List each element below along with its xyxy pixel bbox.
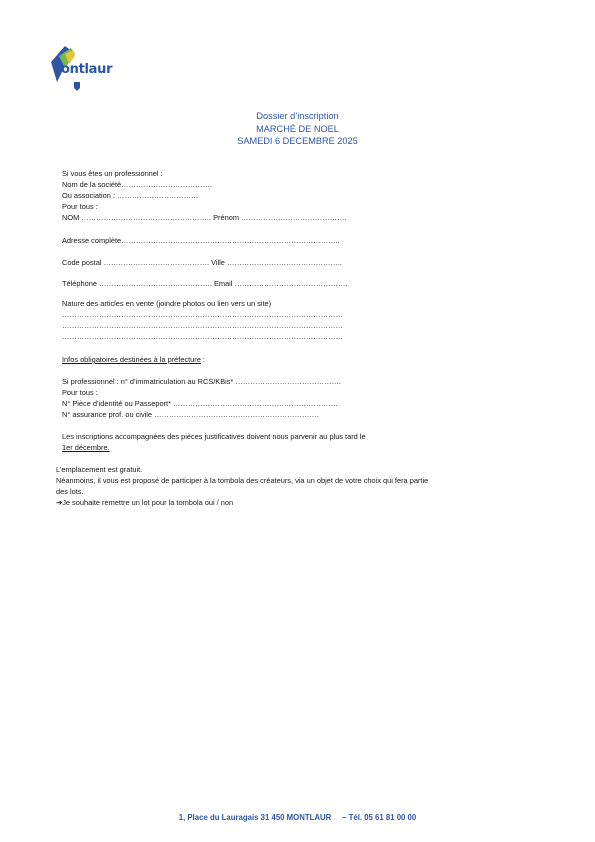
nature-label: Nature des articles en vente (joindre photos ou lien vers un site) [62, 299, 272, 308]
free-location-note: L’emplacement est gratuit. [56, 465, 143, 474]
address-field: Adresse complète…………………………………………………………………………….. [62, 236, 340, 245]
logo-text: ontlaur [61, 62, 113, 77]
for-all-label: Pour tous : [62, 388, 98, 397]
nature-dots-line: …………………………………………………………………………………………………… [62, 321, 343, 330]
pro-intro: Si vous êtes un professionnel : [62, 169, 163, 178]
company-field: Nom de la société………………………………. [62, 180, 212, 189]
postal-city-field: Code postal ……………………………………. Ville ……………………………………….. [62, 258, 342, 267]
tombola-choice [56, 498, 233, 508]
for-all-label: Pour tous : [62, 202, 98, 211]
tombola-note-cont: des lots. [56, 487, 84, 496]
tombola-choice-text: Je souhaite remettre un lot pour la tombola oui / non [62, 498, 234, 507]
prefecture-heading [62, 355, 205, 365]
montlaur-logo [47, 42, 113, 94]
registration-note: Les inscriptions accompagnées des pièces justificatives doivent nous parvenir au plus tard le [62, 432, 366, 441]
id-piece-field: N° Pièce d’identité ou Passeport* …………………………………………………………. [62, 399, 338, 408]
deadline: 1er décembre. [62, 443, 110, 452]
footer-address: 1, Place du Lauragais 31 450 MONTLAUR – Tél. 05 61 81 00 00 [178, 813, 417, 822]
association-field: Ou association : …………………………… [62, 191, 199, 200]
registration-number-field: Si professionnel : n° d’immatriculation au RCS/KBis* ……………………………………. [62, 377, 341, 386]
prefecture-title: Infos obligatoires destinées à la préfecture [62, 355, 201, 364]
arrow-right-icon: ➔ [56, 498, 63, 507]
name-field: NOM …………………………………………….. Prénom ……………………………………. [62, 213, 347, 222]
header-date: SAMEDI 6 DECEMBRE 2025 [237, 136, 358, 146]
nature-dots-line: …………………………………………………………………………………………………… [62, 310, 343, 319]
phone-email-field: Téléphone ………………………………………. Email ………………………………………. [62, 279, 348, 288]
prefecture-colon: : [200, 355, 205, 364]
header-event: MARCHÉ DE NOEL [256, 123, 339, 134]
header-title: Dossier d’inscription [256, 111, 339, 121]
tombola-note: Néanmoins, il vous est proposé de participer à la tombola des créateurs, via un objet de votre choix qui fera partie [56, 476, 429, 485]
nature-dots-line: …………………………………………………………………………………………………… [62, 332, 343, 341]
insurance-field: N° assurance prof. ou civile …………………………………………………………. [62, 410, 319, 419]
document-header [0, 110, 595, 148]
